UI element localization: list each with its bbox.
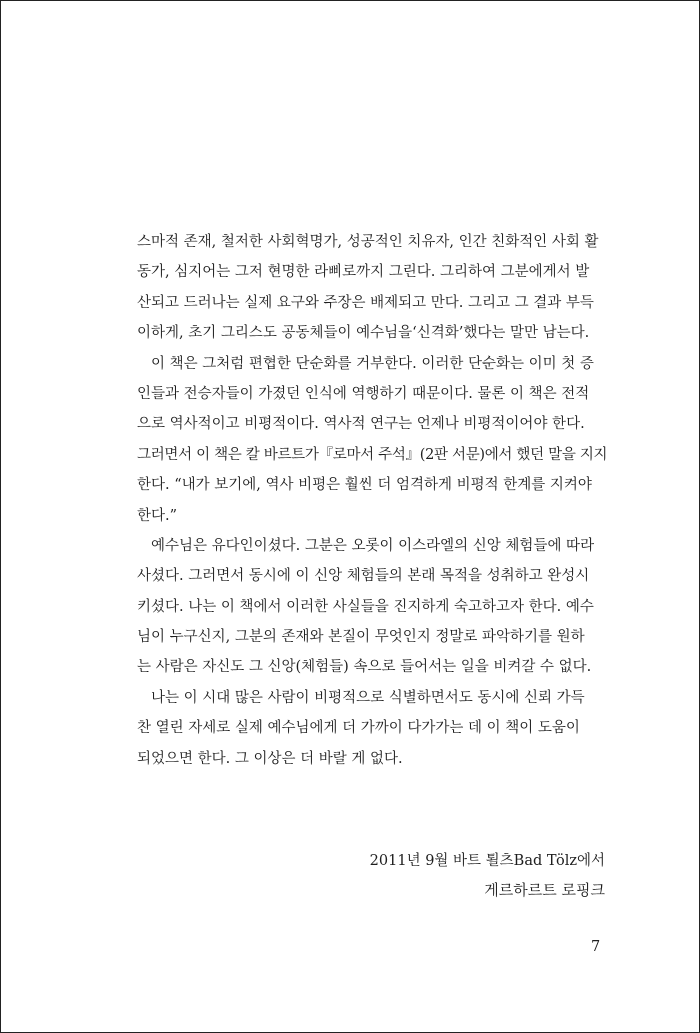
text-line: 이하게, 초기 그리스도 공동체들이 예수님을‘신격화’했다는 말만 남는다. — [137, 325, 590, 342]
signature-author: 게르하르트 로핑크 — [484, 881, 605, 899]
text-line: 예수님은 유다인이셨다. 그분은 오롯이 이스라엘의 신앙 체험들에 따라 — [151, 537, 595, 554]
signature-date-place: 2011년 9월 바트 퇼츠Bad Tölz에서 — [369, 853, 605, 869]
text-line: 한다. “내가 보기에, 역사 비평은 훨씬 더 엄격하게 비평적 한계를 지켜야 — [137, 477, 592, 494]
text-line: 는 사람은 자신도 그 신앙(체험들) 속으로 들어서는 일을 비켜갈 수 없다. — [137, 659, 592, 676]
text-line: 되었으면 한다. 그 이상은 더 바랄 게 없다. — [137, 750, 403, 767]
text-line: 스마적 존재, 철저한 사회혁명가, 성공적인 치유자, 인간 친화적인 사회 활 — [137, 234, 599, 250]
text-line: 찬 열린 자세로 실제 예수님에게 더 가까이 다가가는 데 이 책이 도움이 — [137, 720, 580, 737]
text-line: 님이 누구신지, 그분의 존재와 본질이 무엇인지 정말로 파악하기를 원하 — [137, 629, 585, 646]
text-line: 키셨다. 나는 이 책에서 이러한 사실들을 진지하게 숙고하고자 한다. 예수 — [137, 598, 594, 615]
page-number: 7 — [591, 939, 601, 955]
text-line: 나는 이 시대 많은 사람이 비평적으로 식별하면서도 동시에 신뢰 가득 — [151, 689, 585, 706]
text-line: 동가, 심지어는 그저 현명한 라삐로까지 그린다. 그리하여 그분에게서 발 — [137, 264, 590, 281]
body-text — [137, 227, 607, 774]
text-line: 으로 역사적이고 비평적이다. 역사적 연구는 언제나 비평적이어야 한다. — [137, 416, 585, 433]
text-line: 한다.” — [137, 507, 178, 524]
text-line: 사셨다. 그러면서 동시에 이 신앙 체험들의 본래 목적을 성취하고 완성시 — [137, 568, 590, 585]
text-line: 산되고 드러나는 실제 요구와 주장은 배제되고 만다. 그리고 그 결과 부득 — [137, 294, 594, 311]
text-line: 이 책은 그처럼 편협한 단순화를 거부한다. 이러한 단순화는 이미 첫 증 — [151, 355, 594, 372]
text-line: 그러면서 이 책은 칼 바르트가『로마서 주석』(2판 서문)에서 했던 말을 지지 — [137, 446, 608, 463]
text-line: 인들과 전승자들이 가졌던 인식에 역행하기 때문이다. 물론 이 책은 전적 — [137, 385, 590, 402]
